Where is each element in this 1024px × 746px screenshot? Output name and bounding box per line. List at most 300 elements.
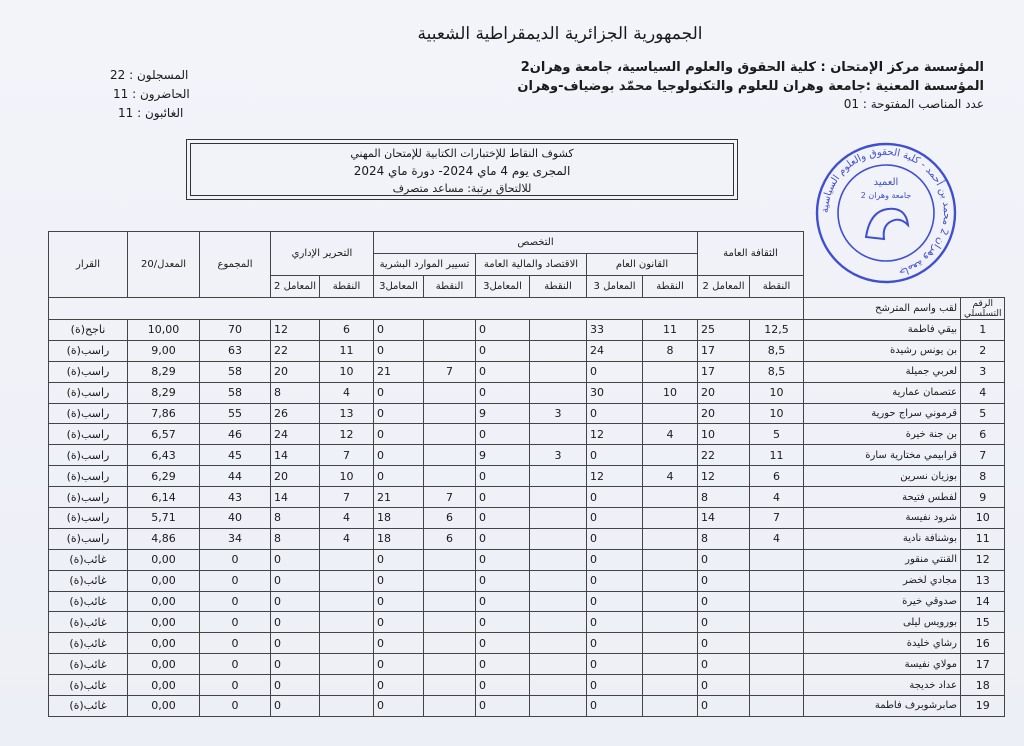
serial-cell: 15 [961,612,1005,633]
name-cell: بن يونس رشيدة [804,340,961,361]
serial-cell: 16 [961,633,1005,654]
aw-score-cell [320,654,374,675]
pl-score-header: النقطة [643,276,698,298]
ec-score-cell [530,633,587,654]
name-cell: صابرشوبرف فاطمة [804,696,961,717]
aw-score-cell: 7 [320,487,374,508]
aw-score-cell [320,696,374,717]
gc-score-header: النقطة [750,276,804,298]
ec-score-cell [530,487,587,508]
hr-score-cell [424,591,476,612]
aw-score-cell [320,591,374,612]
gc-score-cell [750,696,804,717]
ec-score-cell [530,424,587,445]
aw-coef-cell: 20 [271,361,320,382]
ec-score-cell [530,508,587,529]
serial-cell: 13 [961,570,1005,591]
ec-coef-cell: 0 [476,361,530,382]
pl-coef-cell: 0 [587,654,643,675]
total-cell: 46 [200,424,271,445]
pl-score-cell [643,696,698,717]
ec-score-cell [530,466,587,487]
aw-score-cell: 6 [320,320,374,341]
total-cell: 45 [200,445,271,466]
header-gap [49,298,804,320]
info-line-2: المجرى يوم 4 ماي 2024- دورة ماي 2024 [353,164,571,178]
gc-coef-cell: 8 [698,528,750,549]
gc-coef-cell: 17 [698,340,750,361]
pl-coef-cell: 0 [587,487,643,508]
average-cell: 8,29 [128,361,200,382]
aw-score-cell: 4 [320,528,374,549]
aw-coef-cell: 22 [271,340,320,361]
gc-coef-cell: 25 [698,320,750,341]
pl-score-cell [643,612,698,633]
hr-score-cell [424,445,476,466]
decision-cell: غائب(ة) [49,570,128,591]
gc-score-cell: 11 [750,445,804,466]
ec-score-cell [530,320,587,341]
hr-coef-cell: 0 [374,633,424,654]
gc-coef-cell: 0 [698,654,750,675]
serial-cell: 7 [961,445,1005,466]
ec-score-cell [530,549,587,570]
pl-coef-cell: 0 [587,591,643,612]
hr-score-cell [424,696,476,717]
ec-score-cell [530,361,587,382]
name-cell: لعربي جميلة [804,361,961,382]
gc-coef-cell: 0 [698,633,750,654]
serial-cell: 5 [961,403,1005,424]
ec-score-cell [530,382,587,403]
ec-coef-cell: 0 [476,654,530,675]
aw-coef-cell: 20 [271,466,320,487]
aw-coef-cell: 0 [271,591,320,612]
aw-score-cell: 11 [320,340,374,361]
ec-score-cell [530,696,587,717]
pl-score-cell: 4 [643,424,698,445]
aw-coef-cell: 0 [271,633,320,654]
institution-line: المؤسسة المعنية :جامعة وهران للعلوم والتكنولوجيا محمّد بوضياف-وهران [517,79,984,94]
hr-coef-cell: 18 [374,528,424,549]
table-row [49,591,1005,612]
hr-score-cell [424,633,476,654]
ec-coef-cell: 0 [476,549,530,570]
average-cell: 7,86 [128,403,200,424]
gc-coef-cell: 14 [698,508,750,529]
pl-score-cell [643,570,698,591]
total-cell: 0 [200,549,271,570]
gc-coef-cell: 0 [698,675,750,696]
name-cell: بورويس ليلى [804,612,961,633]
hr-coef-cell: 0 [374,424,424,445]
absent-count: الغائبون : 11 [118,106,184,120]
gc-score-cell [750,591,804,612]
total-cell: 63 [200,340,271,361]
pl-coef-cell: 0 [587,570,643,591]
gc-coef-cell: 22 [698,445,750,466]
hr-coef-cell: 0 [374,382,424,403]
hr-coef-cell: 0 [374,612,424,633]
stamp-title: العميد [873,177,899,188]
name-cell: عتصمان عمارية [804,382,961,403]
ec-score-cell [530,591,587,612]
aw-coef-cell: 8 [271,528,320,549]
decision-cell: راسب(ة) [49,424,128,445]
aw-coef-cell: 0 [271,570,320,591]
gc-coef-cell: 17 [698,361,750,382]
gc-score-cell: 4 [750,487,804,508]
pl-score-cell [643,528,698,549]
gc-coef-cell: 8 [698,487,750,508]
average-cell: 0,00 [128,591,200,612]
ec-score-cell [530,612,587,633]
pl-coef-cell: 0 [587,675,643,696]
ec-score-cell [530,570,587,591]
pl-score-cell [643,591,698,612]
gc-score-cell [750,633,804,654]
pl-score-cell: 11 [643,320,698,341]
republic-title: الجمهورية الجزائرية الديمقراطية الشعبية [417,24,703,44]
table-row [49,361,1005,382]
serial-cell: 18 [961,675,1005,696]
decision-header: القرار [49,232,128,298]
average-cell: 0,00 [128,633,200,654]
hr-coef-cell: 0 [374,591,424,612]
name-header: لقب واسم المترشح [804,298,961,320]
hr-coef-cell: 0 [374,675,424,696]
serial-cell: 19 [961,696,1005,717]
serial-cell: 3 [961,361,1005,382]
ec-coef-cell: 0 [476,570,530,591]
hr-score-cell [424,466,476,487]
results-body [49,320,1005,717]
ec-coef-cell: 0 [476,591,530,612]
total-cell: 44 [200,466,271,487]
decision-cell: راسب(ة) [49,340,128,361]
pl-coef-cell: 33 [587,320,643,341]
pl-score-cell [643,675,698,696]
name-cell: مولاي نفيسة [804,654,961,675]
aw-score-cell: 4 [320,508,374,529]
hr-coef-cell: 0 [374,466,424,487]
exam-info-box [186,139,738,200]
table-row [49,654,1005,675]
admin-writing-header: التحرير الإداري [271,232,374,276]
pl-score-cell [643,445,698,466]
gc-score-cell: 10 [750,403,804,424]
pl-coef-cell: 12 [587,424,643,445]
ec-coef-cell: 0 [476,528,530,549]
hr-coef-cell: 0 [374,320,424,341]
pl-coef-cell: 0 [587,445,643,466]
aw-score-cell [320,633,374,654]
decision-cell: راسب(ة) [49,508,128,529]
aw-coef-cell: 14 [271,445,320,466]
ec-score-cell [530,654,587,675]
aw-score-cell: 10 [320,361,374,382]
serial-cell: 11 [961,528,1005,549]
pl-score-cell [643,654,698,675]
decision-cell: غائب(ة) [49,696,128,717]
name-cell: بيقي فاطمة [804,320,961,341]
ec-coef-cell: 0 [476,612,530,633]
decision-cell: راسب(ة) [49,382,128,403]
average-cell: 0,00 [128,696,200,717]
aw-coef-cell: 26 [271,403,320,424]
aw-score-cell: 10 [320,466,374,487]
total-cell: 0 [200,675,271,696]
table-row [49,508,1005,529]
serial-header-spacer [961,232,1005,298]
decision-cell: راسب(ة) [49,528,128,549]
name-cell: عداد خديجة [804,675,961,696]
pl-coef-cell: 0 [587,361,643,382]
aw-coef-cell: 0 [271,612,320,633]
gc-score-cell: 6 [750,466,804,487]
aw-score-cell: 4 [320,382,374,403]
name-cell: صدوقي خيرة [804,591,961,612]
total-cell: 55 [200,403,271,424]
table-row [49,696,1005,717]
total-cell: 0 [200,654,271,675]
name-header-spacer [804,232,961,298]
decision-cell: راسب(ة) [49,403,128,424]
pl-coef-cell: 0 [587,549,643,570]
table-row [49,528,1005,549]
total-header: المجموع [200,232,271,298]
hr-score-cell [424,340,476,361]
serial-cell: 4 [961,382,1005,403]
ec-score-cell [530,340,587,361]
serial-cell: 2 [961,340,1005,361]
name-cell: قرابيمي مختارية سارة [804,445,961,466]
ec-score-cell: 3 [530,403,587,424]
average-cell: 5,71 [128,508,200,529]
aw-coef-cell: 12 [271,320,320,341]
decision-cell: غائب(ة) [49,612,128,633]
gc-coef-cell: 0 [698,549,750,570]
hr-coef-cell: 0 [374,403,424,424]
serial-cell: 12 [961,549,1005,570]
average-cell: 6,14 [128,487,200,508]
pl-coef-cell: 0 [587,528,643,549]
total-cell: 58 [200,361,271,382]
gc-score-cell [750,675,804,696]
hr-score-cell [424,403,476,424]
stamp-subtitle: جامعة وهران 2 [860,191,912,200]
name-cell: قرموني سراج حورية [804,403,961,424]
ec-coef-header: المعامل3 [476,276,530,298]
gc-coef-cell: 0 [698,570,750,591]
hr-score-cell: 7 [424,487,476,508]
ec-coef-cell: 0 [476,320,530,341]
pl-coef-cell: 0 [587,696,643,717]
results-table [48,231,1005,717]
gc-score-cell: 12,5 [750,320,804,341]
name-cell: بوشنافة نادية [804,528,961,549]
hr-coef-header: المعامل3 [374,276,424,298]
gc-coef-cell: 0 [698,612,750,633]
gc-coef-cell: 0 [698,591,750,612]
name-cell: مجادي لخضر [804,570,961,591]
pl-score-cell: 10 [643,382,698,403]
hr-score-cell: 6 [424,508,476,529]
present-count: الحاضرون : 11 [113,87,190,101]
average-cell: 0,00 [128,654,200,675]
hr-score-cell: 6 [424,528,476,549]
aw-coef-cell: 0 [271,696,320,717]
name-cell: القنتي منقور [804,549,961,570]
aw-score-cell [320,612,374,633]
aw-coef-header: المعامل 2 [271,276,320,298]
ec-coef-cell: 9 [476,445,530,466]
ec-score-header: النقطة [530,276,587,298]
serial-cell: 14 [961,591,1005,612]
gc-score-cell [750,549,804,570]
pl-coef-cell: 12 [587,466,643,487]
average-cell: 4,86 [128,528,200,549]
aw-score-cell: 12 [320,424,374,445]
hr-score-cell [424,424,476,445]
hr-coef-cell: 18 [374,508,424,529]
hr-header: تسيير الموارد البشرية [374,254,476,276]
ec-coef-cell: 0 [476,633,530,654]
pl-coef-cell: 24 [587,340,643,361]
decision-cell: غائب(ة) [49,675,128,696]
ec-score-cell: 3 [530,445,587,466]
economics-header: الاقتصاد والمالية العامة [476,254,587,276]
ec-coef-cell: 0 [476,696,530,717]
aw-coef-cell: 0 [271,549,320,570]
ec-score-cell [530,675,587,696]
table-row [49,612,1005,633]
gc-score-cell: 8,5 [750,340,804,361]
pl-score-cell: 8 [643,340,698,361]
ec-coef-cell: 0 [476,675,530,696]
aw-score-cell: 13 [320,403,374,424]
hr-score-cell [424,654,476,675]
decision-cell: راسب(ة) [49,361,128,382]
decision-cell: غائب(ة) [49,549,128,570]
table-row [49,570,1005,591]
ec-coef-cell: 0 [476,340,530,361]
name-cell: لفطس فتيحة [804,487,961,508]
serial-cell: 17 [961,654,1005,675]
pl-coef-cell: 30 [587,382,643,403]
average-cell: 0,00 [128,549,200,570]
table-row [49,466,1005,487]
hr-coef-cell: 21 [374,487,424,508]
decision-cell: غائب(ة) [49,633,128,654]
hr-score-cell: 7 [424,361,476,382]
aw-score-cell [320,675,374,696]
pl-coef-cell: 0 [587,403,643,424]
ec-coef-cell: 0 [476,382,530,403]
serial-header: الرقم التسلسلي [961,298,1005,320]
ec-score-cell [530,528,587,549]
gc-coef-header: المعامل 2 [698,276,750,298]
decision-cell: غائب(ة) [49,654,128,675]
hr-score-cell [424,382,476,403]
hr-coef-cell: 0 [374,570,424,591]
table-row [49,549,1005,570]
pl-coef-cell: 0 [587,508,643,529]
average-cell: 0,00 [128,675,200,696]
gc-score-cell [750,654,804,675]
total-cell: 70 [200,320,271,341]
registered-count: المسجلون : 22 [110,68,189,82]
aw-score-cell: 7 [320,445,374,466]
total-cell: 43 [200,487,271,508]
decision-cell: راسب(ة) [49,487,128,508]
table-row [49,445,1005,466]
gc-score-cell [750,612,804,633]
general-culture-header: الثقافة العامة [698,232,804,276]
hr-coef-cell: 21 [374,361,424,382]
hr-coef-cell: 0 [374,340,424,361]
decision-cell: راسب(ة) [49,466,128,487]
pl-coef-cell: 0 [587,612,643,633]
decision-cell: راسب(ة) [49,445,128,466]
gc-coef-cell: 0 [698,696,750,717]
ec-coef-cell: 9 [476,403,530,424]
total-cell: 0 [200,612,271,633]
average-header: المعدل/20 [128,232,200,298]
ec-coef-cell: 0 [476,466,530,487]
hr-score-cell [424,675,476,696]
hr-coef-cell: 0 [374,445,424,466]
gc-coef-cell: 20 [698,382,750,403]
hr-score-header: النقطة [424,276,476,298]
pl-score-cell [643,633,698,654]
aw-score-header: النقطة [320,276,374,298]
name-cell: بوزيان نسرين [804,466,961,487]
total-cell: 0 [200,570,271,591]
average-cell: 6,43 [128,445,200,466]
table-row [49,675,1005,696]
hr-coef-cell: 0 [374,654,424,675]
info-line-3: للالتحاق برتبة: مساعد متصرف [392,182,532,195]
aw-coef-cell: 14 [271,487,320,508]
gc-score-cell: 7 [750,508,804,529]
gc-score-cell: 8,5 [750,361,804,382]
table-row [49,382,1005,403]
name-cell: رشاي خليدة [804,633,961,654]
gc-score-cell: 4 [750,528,804,549]
total-cell: 0 [200,633,271,654]
pl-score-cell [643,508,698,529]
serial-cell: 6 [961,424,1005,445]
hr-coef-cell: 0 [374,549,424,570]
aw-coef-cell: 8 [271,382,320,403]
average-cell: 8,29 [128,382,200,403]
average-cell: 6,57 [128,424,200,445]
table-row [49,487,1005,508]
total-cell: 58 [200,382,271,403]
aw-coef-cell: 24 [271,424,320,445]
pl-score-cell [643,403,698,424]
public-law-header: القانون العام [587,254,698,276]
decision-cell: ناجح(ة) [49,320,128,341]
average-cell: 10,00 [128,320,200,341]
hr-score-cell [424,549,476,570]
info-line-1: كشوف النقاط للإختبارات الكتابية للإمتحان المهني [350,147,574,160]
ec-coef-cell: 0 [476,424,530,445]
pl-score-cell [643,487,698,508]
table-row [49,403,1005,424]
average-cell: 6,29 [128,466,200,487]
